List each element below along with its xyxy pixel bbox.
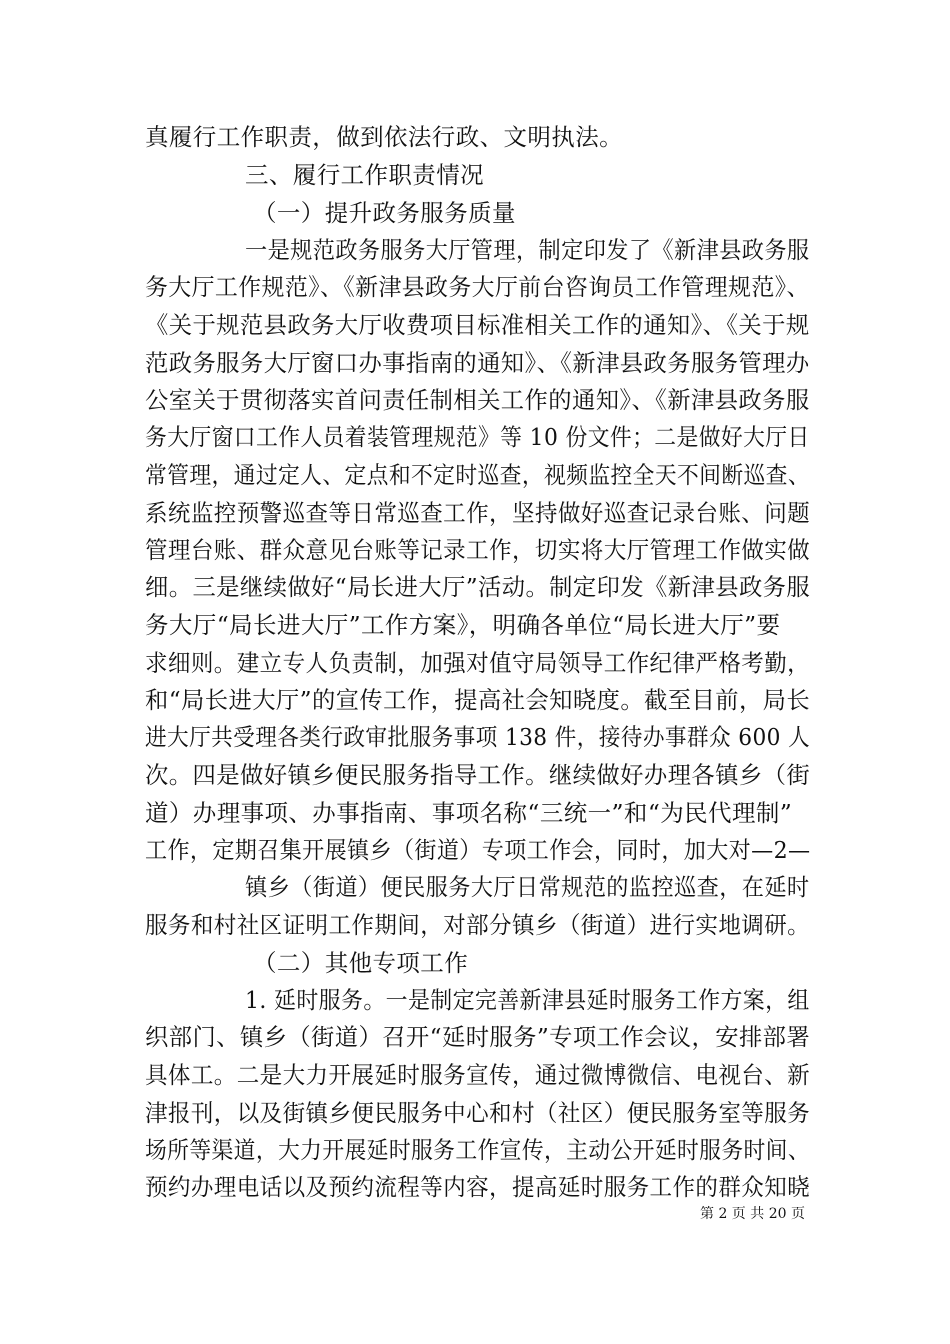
text-line: 预约办理电话以及预约流程等内容，提高延时服务工作的群众知晓 xyxy=(145,1173,811,1201)
text-line: 道）办理事项、办事指南、事项名称“三统一”和“为民代理制” xyxy=(145,799,793,827)
text-line: 一是规范政务服务大厅管理，制定印发了《新津县政务服 xyxy=(245,236,810,264)
text-line: 系统监控预警巡查等日常巡查工作，坚持做好巡查记录台账、问题 xyxy=(145,499,811,527)
subsection-heading: （一）提升政务服务质量 xyxy=(253,199,516,227)
text-line: 工作，定期召集开展镇乡（街道）专项工作会，同时，加大对—2— xyxy=(145,836,811,864)
text-line: 和“局长进大厅”的宣传工作，提高社会知晓度。截至目前，局长 xyxy=(145,686,811,714)
text-line: 务大厅窗口工作人员着装管理规范》等 10 份文件；二是做好大厅日 xyxy=(145,423,810,451)
text-line: 1. 延时服务。一是制定完善新津县延时服务工作方案，组 xyxy=(245,986,810,1014)
text-line: 求细则。建立专人负责制，加强对值守局领导工作纪律严格考勤， xyxy=(145,649,811,677)
text-line: 次。四是做好镇乡便民服务指导工作。继续做好办理各镇乡（街 xyxy=(145,761,811,789)
text-line: 务大厅“局长进大厅”工作方案》，明确各单位“局长进大厅”要 xyxy=(145,611,781,639)
section-heading: 三、履行工作职责情况 xyxy=(245,161,484,189)
subsection-heading: （二）其他专项工作 xyxy=(253,949,469,977)
text-line: 范政务服务大厅窗口办事指南的通知》、《新津县政务服务管理办 xyxy=(145,349,810,377)
text-line: 服务和村社区证明工作期间，对部分镇乡（街道）进行实地调研。 xyxy=(145,911,811,939)
text-line: 公室关于贯彻落实首问责任制相关工作的通知》、《新津县政务服 xyxy=(145,386,810,414)
text-line: 进大厅共受理各类行政审批服务事项 138 件，接待办事群众 600 人 xyxy=(145,723,811,751)
text-line: 《关于规范县政务大厅收费项目标准相关工作的通知》、《关于规 xyxy=(145,311,810,339)
text-line: 津报刊，以及街镇乡便民服务中心和村（社区）便民服务室等服务 xyxy=(145,1099,811,1127)
text-line: 真履行工作职责，做到依法行政、文明执法。 xyxy=(145,123,623,151)
text-line: 管理台账、群众意见台账等记录工作，切实将大厅管理工作做实做 xyxy=(145,536,811,564)
text-line: 镇乡（街道）便民服务大厅日常规范的监控巡查，在延时 xyxy=(245,873,810,901)
page-footer: 第 2 页 共 20 页 xyxy=(700,1206,805,1222)
text-line: 织部门、镇乡（街道）召开“延时服务”专项工作会议，安排部署 xyxy=(145,1023,811,1051)
text-line: 细。三是继续做好“局长进大厅”活动。制定印发《新津县政务服 xyxy=(145,573,811,601)
text-line: 务大厅工作规范》、《新津县政务大厅前台咨询员工作管理规范》、 xyxy=(145,273,810,301)
text-line: 常管理，通过定人、定点和不定时巡查，视频监控全天不间断巡查、 xyxy=(145,461,811,489)
text-line: 具体工。二是大力开展延时服务宣传，通过微博微信、电视台、新 xyxy=(145,1061,811,1089)
text-line: 场所等渠道，大力开展延时服务工作宣传，主动公开延时服务时间、 xyxy=(145,1136,811,1164)
